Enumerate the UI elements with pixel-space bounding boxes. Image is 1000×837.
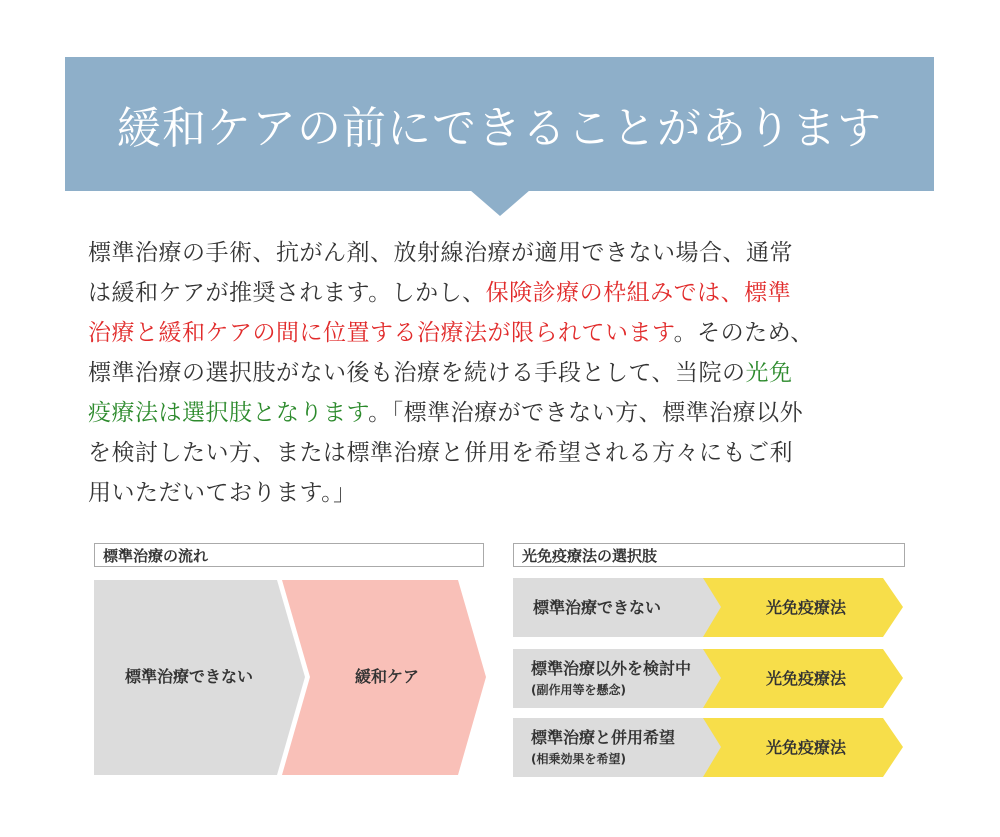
paragraph-text: を検討したい方、または標準治療と併用を希望される方々にもご利 bbox=[88, 440, 793, 466]
condition-label: 標準治療と併用希望 bbox=[531, 728, 676, 747]
paragraph-line bbox=[88, 433, 918, 473]
highlight-green-text: 光免 bbox=[745, 360, 793, 386]
standard-treatment-flow-label: 標準治療の流れ bbox=[94, 543, 484, 567]
paragraph-line bbox=[88, 353, 918, 393]
paragraph-line bbox=[88, 273, 918, 313]
option-row-2 bbox=[513, 649, 903, 708]
condition-label: 標準治療できない bbox=[533, 598, 662, 617]
paragraph-line bbox=[88, 473, 918, 513]
flow-step-2-label: 緩和ケア bbox=[354, 667, 420, 686]
paragraph-text: は緩和ケアが推奨されます。しかし、 bbox=[88, 280, 486, 306]
condition-shape bbox=[513, 649, 731, 708]
paragraph-text: 用いただいております。」 bbox=[88, 480, 357, 506]
paragraph-line bbox=[88, 393, 918, 433]
paragraph-text: 。そのため、 bbox=[673, 320, 814, 346]
option-row-1 bbox=[513, 578, 903, 637]
result-label: 光免疫療法 bbox=[765, 598, 847, 617]
flow-step-1-label: 標準治療できない bbox=[124, 667, 254, 686]
header-banner bbox=[65, 57, 934, 191]
paragraph-text: 標準治療の選択肢がない後も治療を続ける手段として、当院の bbox=[88, 360, 746, 386]
condition-note: (副作用等を懸念) bbox=[531, 683, 626, 697]
standard-treatment-flow-diagram bbox=[94, 580, 486, 775]
page-title: 緩和ケアの前にできることがあります bbox=[117, 103, 882, 154]
result-label: 光免疫療法 bbox=[765, 738, 847, 757]
highlight-red-text: 治療と緩和ケアの間に位置する治療法が限られています bbox=[88, 320, 674, 346]
highlight-red-text: 保険診療の枠組みでは、標準 bbox=[485, 280, 792, 306]
option-row-3 bbox=[513, 718, 903, 777]
highlight-green-text: 疫療法は選択肢となります bbox=[88, 400, 369, 426]
paragraph-text: 。「標準治療ができない方、標準治療以外 bbox=[368, 400, 804, 426]
body-paragraph bbox=[88, 233, 918, 513]
condition-label: 標準治療以外を検討中 bbox=[531, 659, 692, 678]
immunotherapy-options-diagram bbox=[513, 576, 905, 786]
immunotherapy-options-label: 光免疫療法の選択肢 bbox=[513, 543, 905, 567]
paragraph-line bbox=[88, 233, 918, 273]
result-label: 光免疫療法 bbox=[765, 669, 847, 688]
paragraph-line bbox=[88, 313, 918, 353]
header-pointer bbox=[470, 190, 530, 216]
paragraph-text: 標準治療の手術、抗がん剤、放射線治療が適用できない場合、通常 bbox=[88, 240, 793, 266]
condition-shape bbox=[513, 718, 731, 777]
condition-note: (相乗効果を希望) bbox=[531, 752, 626, 766]
